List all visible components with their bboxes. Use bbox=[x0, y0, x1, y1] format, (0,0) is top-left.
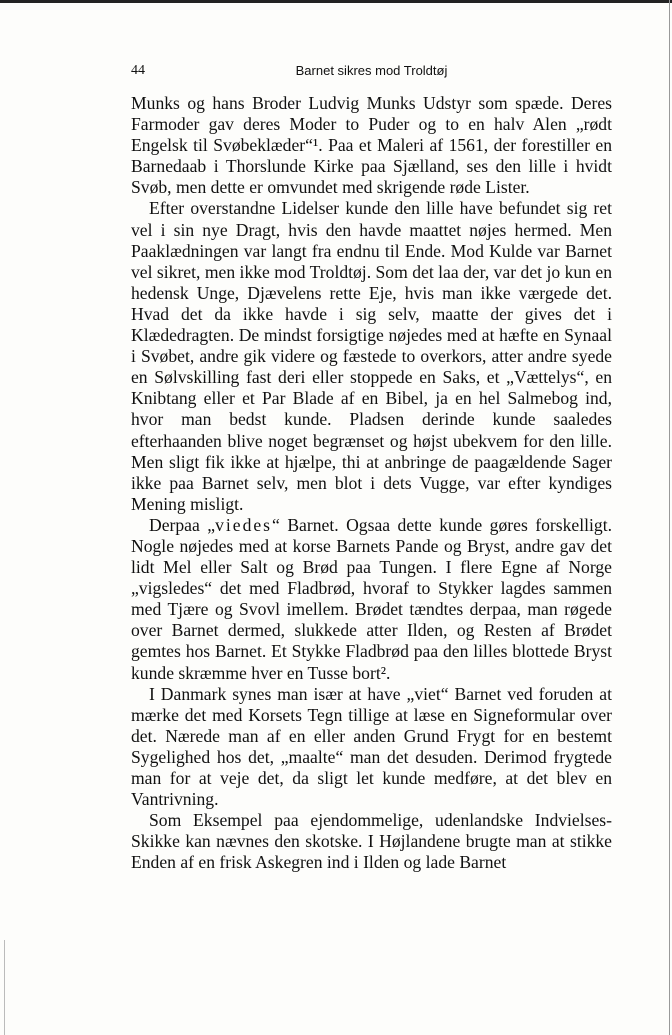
paragraph-viedes bbox=[131, 515, 612, 684]
paragraph-continuation: Munks og hans Broder Ludvig Munks Udstyr som spæde. Deres Farmoder gav deres Moder to Puder og to en halv Alen „rødt Engelsk til Svøbeklæder“¹. Paa et Maleri af 1561, der forestiller en Barnedaab i Thorslunde Kirke paa Sjælland, ses den lille i hvidt Svøb, men dette er omvundet med skrigende røde Lister. bbox=[131, 93, 612, 198]
paragraph-troldtoj: Efter overstandne Lidelser kunde den lille have befundet sig ret vel i sin nye Dragt, hvis den havde maattet nøjes hermed. Men Paaklædningen var langt fra endnu til Ende. Mod Kulde var Barnet vel sikret, men ikke mod Troldtøj. Som det laa der, var det jo kun en hedensk Unge, Djævelens rette Eje, hvis man ikke værgede det. Hvad det da ikke havde i sig selv, maatte der gives det i Klædedragten. De mindst forsigtige nøjedes med at hæfte en Synaal i Svøbet, andre gik videre og fæstede to overkors, atter andre syede en Sølvskilling fast deri eller stoppede en Saks, et „Vættelys“, en Knibtang eller et Par Blade af en Bibel, ja en hel Salmebog ind, hvor man bedst kunde. Pladsen derinde kunde saaledes efterhaanden blive noget begrænset og højst ubekvem for den lille. Men sligt fik ikke at hjælpe, thi at anbringe de paagældende Sager ikke paa Barnet selv, men blot i dets Vugge, var efter kyndiges Mening misligt. bbox=[131, 198, 612, 514]
running-head: Barnet sikres mod Troldtøj bbox=[295, 63, 448, 78]
right-page-edge bbox=[669, 0, 670, 1035]
page-number: 44 bbox=[131, 63, 145, 78]
page-header bbox=[131, 60, 612, 82]
paragraph-viedes-before: Derpaa „ bbox=[149, 514, 216, 535]
paragraph-danmark: I Danmark synes man især at have „viet“ Barnet ved foruden at mærke det med Korsets Tegn tillige at læse en Signeformular over det. Nærede man af en eller anden Grund Frygt for en bestemt Sygelighed hos det, „maalte“ man det desuden. Derimod frygtede man for at veje det, da sligt let kunde medføre, at det blev en Vantrivning. bbox=[131, 683, 612, 810]
spaced-word-viedes: viedes bbox=[215, 514, 273, 535]
paragraph-viedes-after: “ Barnet. Ogsaa dette kunde gøres forskelligt. Nogle nøjedes med at korse Barnets Pande og Bryst, andre gav det lidt Mel eller Salt og Brød paa Tungen. I flere Egne af Norge „vigsledes“ det med Fladbrød, hvoraf to Stykker lagdes sammen med Tjære og Svovl imellem. Brødet tændtes derpaa, man røgede over Barnet dermed, slukkede atter Ilden, og Resten af Brødet gemtes hos Barnet. Et Stykke Fladbrød paa den lilles blottede Bryst kunde skræmme hver en Tusse bort². bbox=[131, 514, 612, 683]
paragraph-skotske: Som Eksempel paa ejendommelige, udenlandske Indvielses-Skikke kan nævnes den skotske. I Højlandene brugte man at stikke Enden af en frisk Askegren ind i Ilden og lade Barnet bbox=[131, 810, 612, 873]
body-text bbox=[131, 93, 612, 873]
left-page-edge bbox=[4, 940, 5, 1035]
top-scan-border bbox=[0, 0, 672, 3]
